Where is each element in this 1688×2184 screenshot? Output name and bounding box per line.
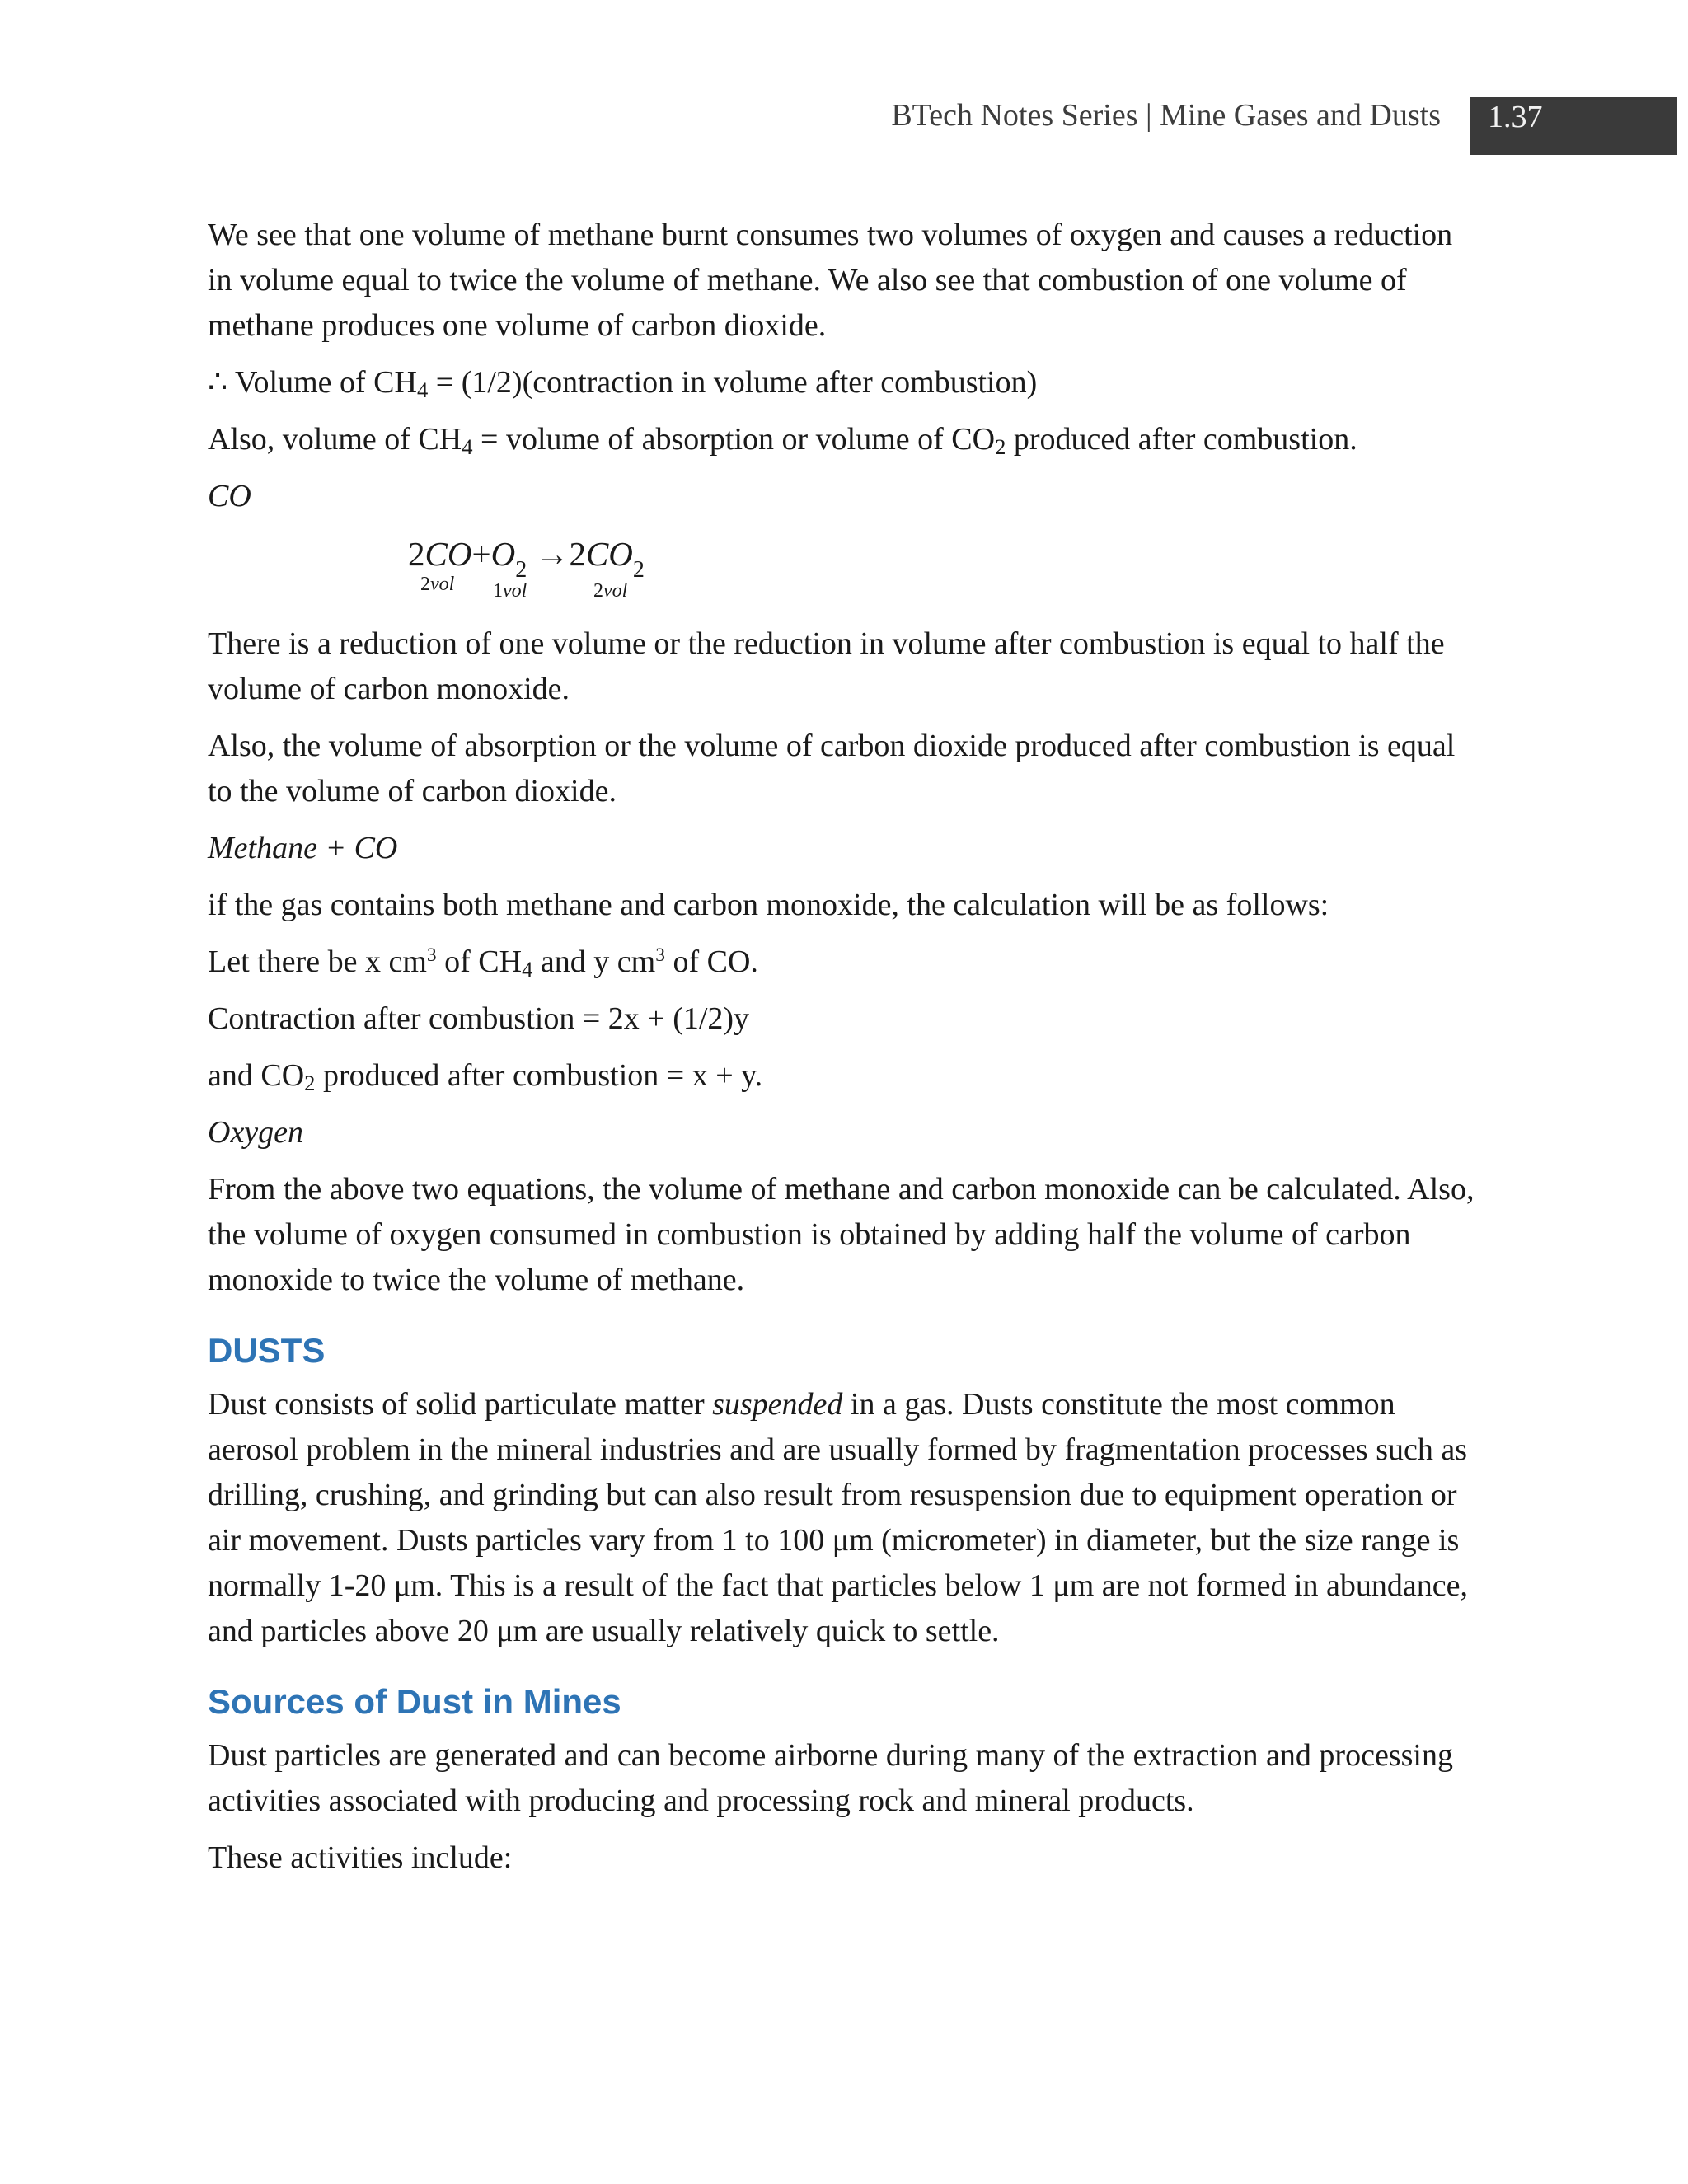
arrow-icon: →: [535, 535, 570, 573]
superscript: 3: [655, 944, 665, 967]
header-title: BTech Notes Series | Mine Gases and Dusts: [891, 98, 1441, 133]
coefficient: 2: [408, 535, 425, 573]
volume-unit: vol: [603, 580, 628, 602]
sources-paragraph-2: These activities include:: [208, 1840, 513, 1875]
subscript: 4: [462, 434, 473, 459]
methane-volume-formula: [208, 360, 1477, 405]
co-label: CO: [208, 479, 251, 513]
text: of CO.: [664, 944, 758, 979]
text: ∴ Volume of CH: [208, 365, 417, 400]
sources-paragraph-1: Dust particles are generated and can become airborne during many of the extraction and processing activities associated with producing and processing rock and mineral products.: [208, 1738, 1453, 1818]
text: and CO: [208, 1058, 305, 1093]
co-paragraph-2: Also, the volume of absorption or the volume of carbon dioxide produced after combustion is equal to the volume of carbon dioxide.: [208, 729, 1456, 808]
equation-main: [408, 534, 645, 583]
text: produced after combustion.: [1006, 422, 1357, 457]
term-o2: O: [490, 535, 516, 573]
subscript: 4: [522, 956, 533, 982]
volume-number: 1: [493, 580, 503, 602]
contraction-formula: Contraction after combustion = 2x + (1/2)y: [208, 1001, 750, 1036]
co-combustion-equation: [208, 531, 1477, 621]
coefficient: 2: [569, 535, 586, 573]
subscript: 2: [632, 557, 645, 583]
term-co2: CO: [585, 535, 633, 573]
volume-label-co2: [593, 580, 627, 602]
term-co: CO: [424, 535, 472, 573]
methane-absorption-formula: [208, 417, 1477, 462]
co-paragraph-1: There is a reduction of one volume or the reduction in volume after combustion is equal to half the volume of carbon monoxide.: [208, 626, 1445, 706]
text: in a gas. Dusts constitute the most common aerosol problem in the mineral industries and are usually formed by fragmentation processes such as drilling, crushing, and grinding but can also result from resuspension due to equipment operation or air movement. Dusts particles vary from 1 to 100 μm (micrometer) in diameter, but the size range is normally 1-20 μm. This is a result of the fact that particles below 1 μm are not formed in abundance, and particles above 20 μm are usually relatively quick to settle.: [208, 1387, 1468, 1648]
volume-unit: vol: [503, 580, 528, 602]
superscript: 3: [426, 944, 437, 967]
page-number: 1.37: [1488, 100, 1543, 134]
text: Dust consists of solid particulate matter: [208, 1387, 713, 1422]
oxygen-paragraph: From the above two equations, the volume of methane and carbon monoxide can be calculated. Also, the volume of oxygen consumed in combustion is obtained by adding half the volume of carbon monoxide to twice the volume of methane.: [208, 1172, 1475, 1297]
volume-label-o2: [493, 580, 527, 602]
co2-formula: [208, 1053, 1477, 1099]
text: and y cm: [532, 944, 656, 979]
subscript: 2: [304, 1070, 316, 1095]
dusts-heading: DUSTS: [208, 1331, 326, 1370]
emphasis: suspended: [712, 1387, 843, 1422]
methane-co-label: Methane + CO: [208, 831, 398, 865]
page-number-box: [1470, 97, 1677, 155]
subscript: 2: [515, 557, 528, 583]
methane-co-paragraph: if the gas contains both methane and carbon monoxide, the calculation will be as follows:: [208, 888, 1329, 922]
subscript: 4: [416, 377, 429, 402]
volume-label-co: [420, 574, 454, 595]
sources-heading: Sources of Dust in Mines: [208, 1682, 621, 1721]
plus-sign: +: [471, 535, 491, 573]
volume-number: 2: [593, 580, 603, 602]
methane-paragraph: We see that one volume of methane burnt consumes two volumes of oxygen and causes a reduction in volume equal to twice the volume of methane. We also see that combustion of one volume of methane produces one volume of carbon dioxide.: [208, 218, 1453, 343]
volume-unit: vol: [430, 574, 455, 595]
text: produced after combustion = x + y.: [315, 1058, 763, 1093]
volume-number: 2: [420, 574, 430, 595]
text: Also, volume of CH: [208, 422, 462, 457]
page-body: [208, 213, 1477, 1892]
text: = volume of absorption or volume of CO: [472, 422, 996, 457]
text: = (1/2)(contraction in volume after combustion): [428, 365, 1038, 400]
oxygen-label: Oxygen: [208, 1115, 304, 1150]
text: Let there be x cm: [208, 944, 427, 979]
dusts-paragraph: [208, 1382, 1477, 1654]
text: of CH: [436, 944, 523, 979]
let-statement: [208, 940, 1477, 985]
subscript: 2: [995, 434, 1006, 459]
